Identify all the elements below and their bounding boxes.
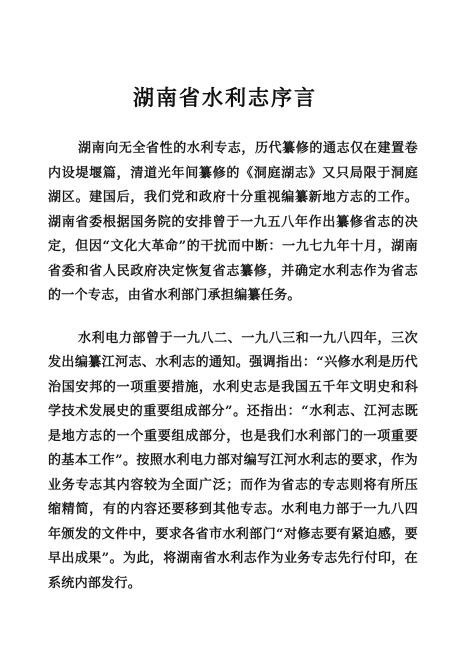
paragraph-2: 水利电力部曾于一九八二、一九八三和一九八四年，三次发出编纂江河志、水利志的通知。强调指出：“兴修水利是历代治国安邦的一项重要措施，水利史志是我国五千年文明史和科学技术发展史的重要组成部分”。还指出：“水利志、江河志既是地方志的一个重要组成部分，也是我们水利部门的一项重要的基本工作”。按照水利电力部对编写江河水利志的要求，作为业务专志其内容较为全面广泛；而作为省志的专志则将有所压缩精简，有的内容还要移到其他专志。水利电力部于一九八四年颁发的文件中，要求各省市水利部门“对修志要有紧迫感，要早出成果”。为此，将湖南省水利志作为业务专志先行付印，在系统内部发行。 <box>48 330 418 591</box>
document-body <box>48 137 418 614</box>
paragraph-1: 湖南向无全省性的水利专志，历代纂修的通志仅在建置卷内设堤堰篇，清道光年间纂修的《洞庭湖志》又只局限于洞庭湖区。建国后，我们党和政府十分重视编纂新地方志的工作。湖南省委根据国务院的安排曾于一九五八年作出纂修省志的决定，但因“文化大革命”的干扰而中断：一九七九年十月，湖南省委和省人民政府决定恢复省志纂修，并确定水利志作为省志的一个专志，由省水利部门承担编纂任务。 <box>48 141 418 303</box>
document-title: 湖南省水利志序言 <box>133 86 317 110</box>
